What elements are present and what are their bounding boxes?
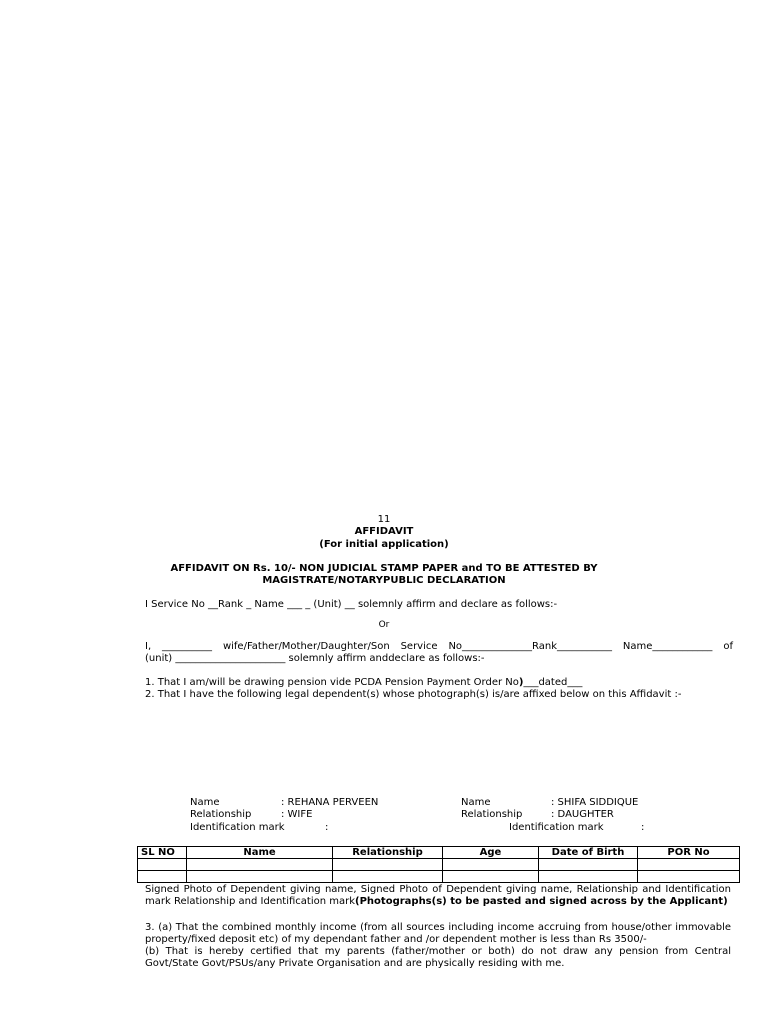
- or-separator: Or: [378, 620, 390, 630]
- dependent-1-relationship-value: : WIFE: [281, 809, 313, 820]
- clause-3b-line-1: (b) That is hereby certified that my parents (father/mother or both) do not draw any pension from Central: [145, 946, 731, 957]
- affidavit-subtitle: (For initial application): [319, 539, 449, 550]
- table-cell: [638, 871, 740, 883]
- dependent-1-relationship-label: Relationship: [190, 809, 252, 820]
- table-cell: [539, 859, 638, 871]
- table-cell: [443, 871, 539, 883]
- table-header-row: [138, 847, 740, 859]
- table-cell: [138, 871, 187, 883]
- page-number: 11: [377, 514, 391, 525]
- dependent-2-id-mark-label: Identification mark: [509, 822, 604, 833]
- column-header-sl-no: SL NO: [138, 847, 187, 859]
- table-cell: [138, 859, 187, 871]
- clause-1-bracket: ): [518, 677, 524, 688]
- column-header-name: Name: [187, 847, 333, 859]
- dependent-1-id-mark-value: :: [325, 822, 329, 833]
- clause-2: 2. That I have the following legal dependent(s) whose photograph(s) is/are affixed below on this Affidavit :-: [145, 689, 682, 700]
- dependent-2-relationship-label: Relationship: [461, 809, 523, 820]
- dependents-table: [137, 846, 740, 883]
- table-cell: [333, 859, 443, 871]
- heading-line-2: MAGISTRATE/NOTARYPUBLIC DECLARATION: [262, 575, 506, 586]
- dependent-2-name-label: Name: [461, 797, 491, 808]
- heading-line-1: AFFIDAVIT ON Rs. 10/- NON JUDICIAL STAMP PAPER and TO BE ATTESTED BY: [170, 563, 598, 574]
- dependent-2-name-value: : SHIFA SIDDIQUE: [551, 797, 639, 808]
- clause-1-text: 1. That I am/will be drawing pension vide PCDA Pension Payment Order No: [145, 677, 519, 688]
- affidavit-title: AFFIDAVIT: [354, 526, 414, 537]
- clause-3b-line-2: Govt/State Govt/PSUs/any Private Organisation and are physically residing with me.: [145, 958, 565, 969]
- clause-1: [145, 677, 582, 689]
- photo-instruction-line-1: Signed Photo of Dependent giving name, Signed Photo of Dependent giving name, Relationship and Identification: [145, 884, 731, 895]
- photo-instruction-line-2: [145, 896, 728, 908]
- clause-3a-line-2: property/fixed deposit etc) of my dependant father and /or dependent mother is less than Rs 3500/-: [145, 934, 647, 945]
- table-cell: [443, 859, 539, 871]
- table-row: [138, 859, 740, 871]
- column-header-por-no: POR No: [638, 847, 740, 859]
- table-cell: [539, 871, 638, 883]
- column-header-age: Age: [443, 847, 539, 859]
- table-cell: [638, 859, 740, 871]
- photo-instruction-text: mark Relationship and Identification mark: [145, 896, 356, 907]
- column-header-relationship: Relationship: [333, 847, 443, 859]
- table-cell: [187, 871, 333, 883]
- photo-instruction-bold: (Photographs(s) to be pasted and signed across by the Applicant): [355, 896, 728, 907]
- dependent-2-id-mark-value: :: [641, 822, 645, 833]
- service-declaration-line: I Service No __Rank _ Name ___ _ (Unit) __ solemnly affirm and declare as follows:-: [145, 599, 558, 610]
- dependent-1-name-label: Name: [190, 797, 220, 808]
- alternate-declaration-line-2: (unit) ______________________ solemnly affirm anddeclare as follows:-: [145, 653, 485, 664]
- clause-1-dated: ___dated___: [523, 677, 583, 688]
- table-cell: [333, 871, 443, 883]
- column-header-date-of-birth: Date of Birth: [539, 847, 638, 859]
- clause-3a-line-1: 3. (a) That the combined monthly income (from all sources including income accruing from house/other immovable: [145, 922, 731, 933]
- dependent-2-relationship-value: : DAUGHTER: [551, 809, 614, 820]
- dependent-1-id-mark-label: Identification mark: [190, 822, 285, 833]
- alternate-declaration-line-1: I, __________ wife/Father/Mother/Daughter/Son Service No______________Rank___________ Name____________ of: [145, 641, 733, 652]
- table-cell: [187, 859, 333, 871]
- table-row: [138, 871, 740, 883]
- dependent-1-name-value: : REHANA PERVEEN: [281, 797, 379, 808]
